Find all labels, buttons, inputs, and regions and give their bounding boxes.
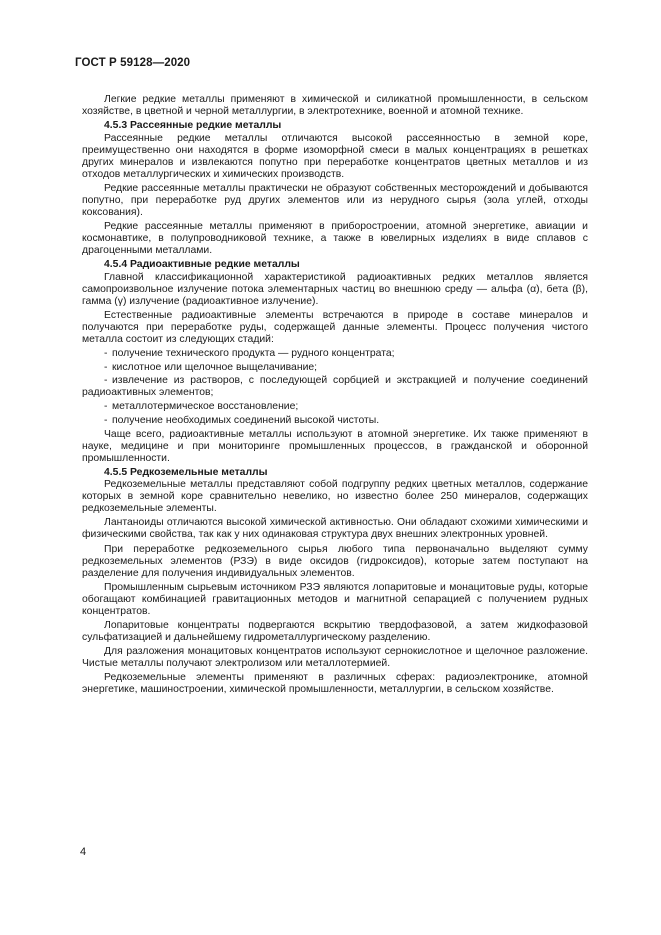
list-dash-marker: - bbox=[104, 400, 108, 412]
page-number: 4 bbox=[80, 846, 87, 858]
paragraph: Редкоземельные элементы применяют в различных сферах: радиоэлектронике, атомной энергетике, машиностроении, химической промышленности, металлургии, в сельском хозяйстве. bbox=[82, 671, 588, 696]
paragraph: Чаще всего, радиоактивные металлы используют в атомной энергетике. Их также применяют в науке, медицине и при мониторинге промышленных процессов, в гражданской и оборонной промышленности. bbox=[82, 428, 588, 464]
paragraph: Легкие редкие металлы применяют в химической и силикатной промышленности, в сельском хозяйстве, в цветной и черной металлургии, в электротехнике, военной и атомной технике. bbox=[82, 94, 588, 118]
list-item bbox=[82, 401, 588, 413]
list-dash-marker: - bbox=[104, 414, 108, 426]
list-dash-marker: - bbox=[104, 347, 108, 359]
paragraph: Для разложения монацитовых концентратов используют сернокислотное и щелочное разложение. Чистые металлы получают электролизом или металлотермией. bbox=[82, 645, 588, 669]
section-heading: 4.5.4 Радиоактивные редкие металлы bbox=[104, 259, 300, 271]
list-item-text: кислотное или щелочное выщелачивание; bbox=[112, 361, 318, 373]
list-item bbox=[82, 415, 588, 427]
list-item-text: получение необходимых соединений высокой чистоты. bbox=[112, 414, 380, 426]
list-dash-marker: - bbox=[104, 361, 108, 373]
paragraph: Рассеянные редкие металлы отличаются высокой рассеянностью в земной коре, преимущественно они находятся в форме изоморфной смеси в малых концентрациях в решетках других минералов и извлекаются попутно при переработке концентратов цветных металлов и из отходов металлургических и химических производств. bbox=[82, 132, 588, 180]
paragraph: Промышленным сырьевым источником РЗЭ являются лопаритовые и монацитовые руды, которые обогащают комбинацией гравитационных методов и магнитной сепарацией с получением рудных концентратов. bbox=[82, 581, 588, 617]
list-item-text: получение технического продукта — рудного концентрата; bbox=[112, 347, 395, 359]
list-item-text: металлотермическое восстановление; bbox=[112, 400, 299, 412]
document-body bbox=[82, 94, 588, 698]
stage-list bbox=[82, 348, 588, 427]
paragraph: Естественные радиоактивные элементы встречаются в природе в составе минералов и получаются при переработке руды, содержащей данные элементы. Процесс получения чистого металла состоит из следующих стадий: bbox=[82, 309, 588, 345]
section-heading: 4.5.5 Редкоземельные металлы bbox=[104, 466, 268, 478]
document-header: ГОСТ Р 59128—2020 bbox=[75, 57, 191, 69]
paragraph: Редкоземельные металлы представляют собой подгруппу редких цветных металлов, содержание которых в земной коре сравнительно невелико, но известно более 250 минералов, содержащих редкоземельные элементы. bbox=[82, 479, 588, 515]
paragraph: Редкие рассеянные металлы применяют в приборостроении, атомной энергетике, авиации и космонавтике, в полупроводниковой технике, а также в ювелирных изделиях в виде сплавов с драгоценными металлами. bbox=[82, 220, 588, 257]
paragraph: Редкие рассеянные металлы практически не образуют собственных месторождений и добываются попутно, при переработке руд других элементов или из нерудного сырья (зола углей, отходы коксования). bbox=[82, 182, 588, 218]
list-dash-marker: - bbox=[104, 375, 108, 387]
paragraph: Лантаноиды отличаются высокой химической активностью. Они обладают схожими химическими и физическими свойства, так как у них одинаковая структура двух внешних электронных уровней. bbox=[82, 517, 588, 541]
paragraph: Главной классификационной характеристикой радиоактивных редких металлов является самопроизвольное излучение потока элементарных частиц во внешнюю среду — альфа (α), бета (β), гамма (γ) излучение (радиоактивное излучение). bbox=[82, 271, 588, 307]
section-heading: 4.5.3 Рассеянные редкие металлы bbox=[104, 120, 282, 132]
paragraph: При переработке редкоземельного сырья любого типа первоначально выделяют сумму редкоземельных элементов (РЗЭ) в виде оксидов (гидроксидов), которые затем поступают на разделение для получения индивидуальных элементов. bbox=[82, 543, 588, 579]
list-item bbox=[82, 375, 588, 399]
list-item bbox=[82, 362, 588, 374]
list-item-text: извлечение из растворов, с последующей сорбцией и экстракцией и получение соединений радиоактивных элементов; bbox=[82, 375, 588, 399]
list-item bbox=[82, 348, 588, 360]
paragraph: Лопаритовые концентраты подвергаются вскрытию твердофазовой, а затем жидкофазовой сульфатизацией и дальнейшему гидрометаллургическому разделению. bbox=[82, 619, 588, 643]
